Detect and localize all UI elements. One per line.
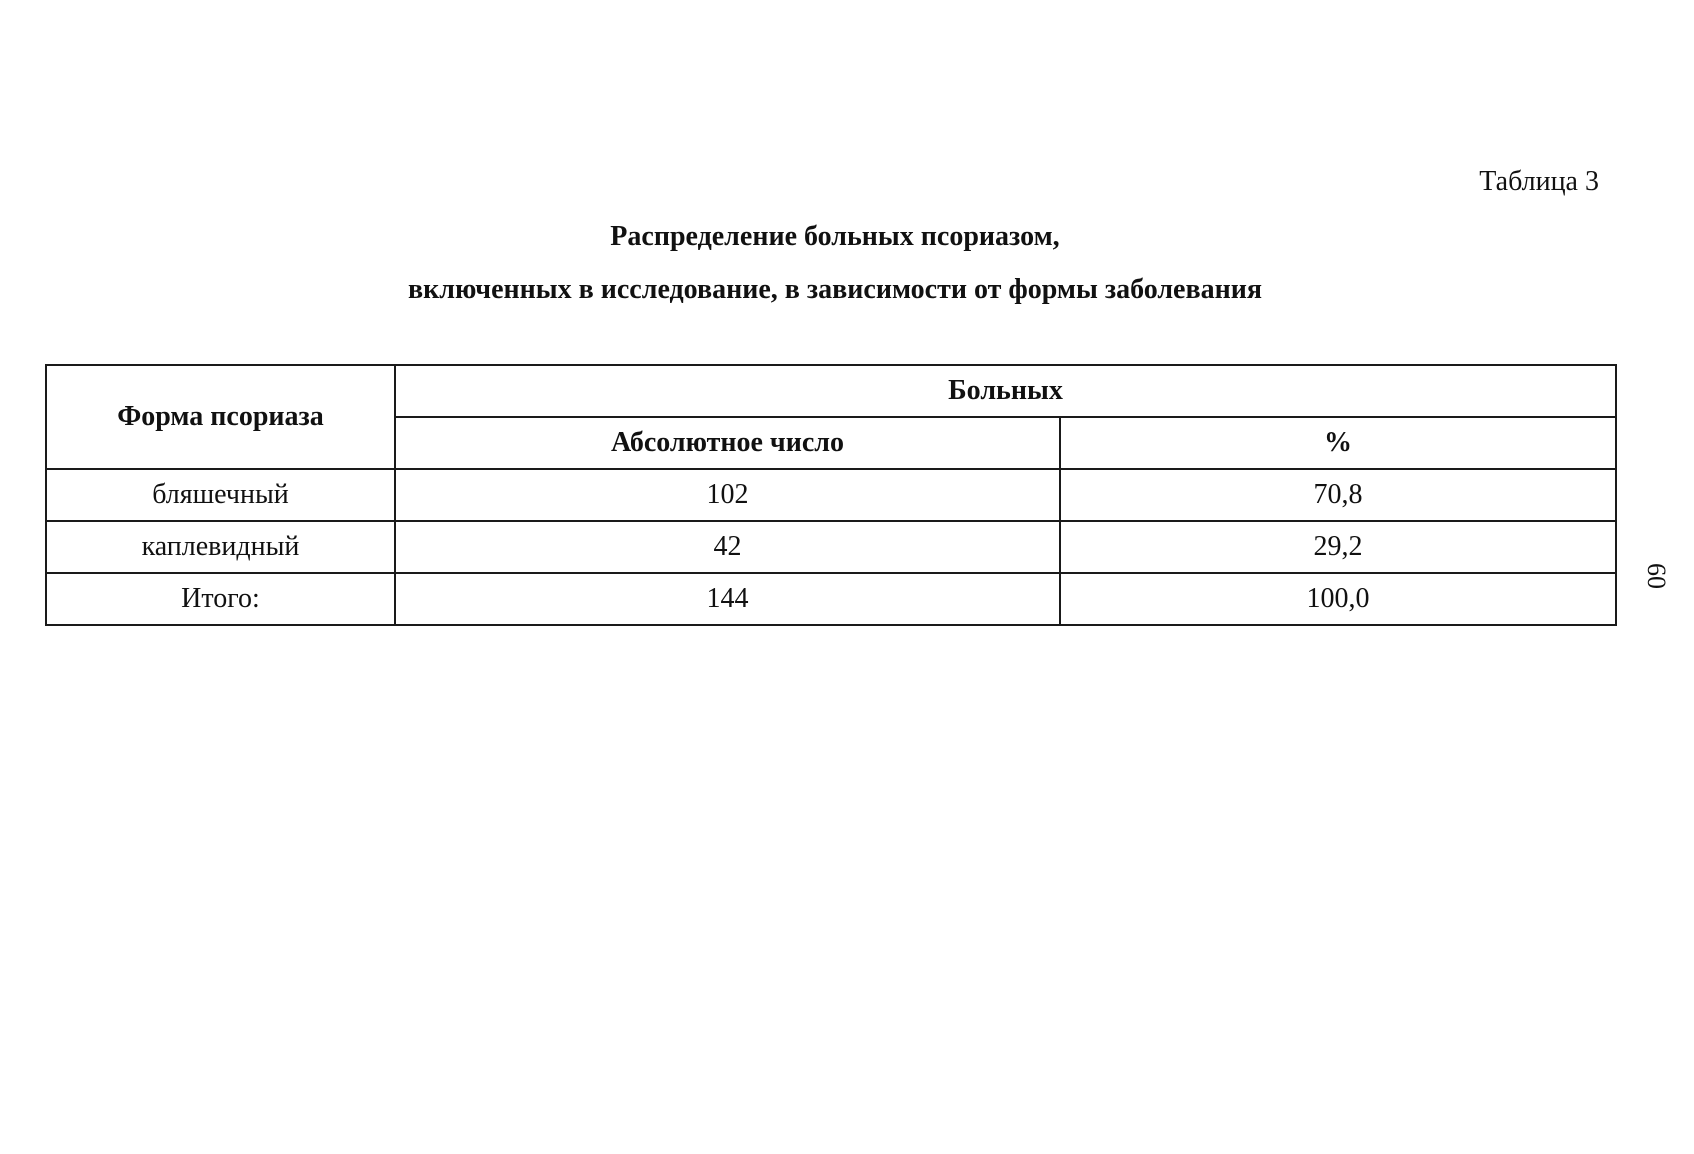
cell-percent: 70,8	[1060, 469, 1616, 521]
header-patients-group: Больных	[395, 365, 1616, 417]
cell-percent: 29,2	[1060, 521, 1616, 573]
header-percent: %	[1060, 417, 1616, 469]
table-row	[46, 521, 1616, 573]
table-title-line-2: включенных в исследование, в зависимости от формы заболевания	[407, 274, 1263, 305]
cell-form: Итого:	[46, 573, 395, 625]
header-absolute-number: Абсолютное число	[395, 417, 1060, 469]
cell-absolute: 144	[395, 573, 1060, 625]
cell-form: каплевидный	[46, 521, 395, 573]
cell-absolute: 102	[395, 469, 1060, 521]
cell-percent: 100,0	[1060, 573, 1616, 625]
header-form-column: Форма псориаза	[46, 365, 395, 469]
table-label: Таблица 3	[1479, 166, 1599, 197]
psoriasis-distribution-table	[45, 364, 1617, 626]
page-number: 60	[1642, 563, 1671, 589]
table-title-line-1: Распределение больных псориазом,	[610, 221, 1060, 252]
table-row	[46, 469, 1616, 521]
cell-absolute: 42	[395, 521, 1060, 573]
table-header-row	[46, 365, 1616, 417]
cell-form: бляшечный	[46, 469, 395, 521]
table-total-row	[46, 573, 1616, 625]
